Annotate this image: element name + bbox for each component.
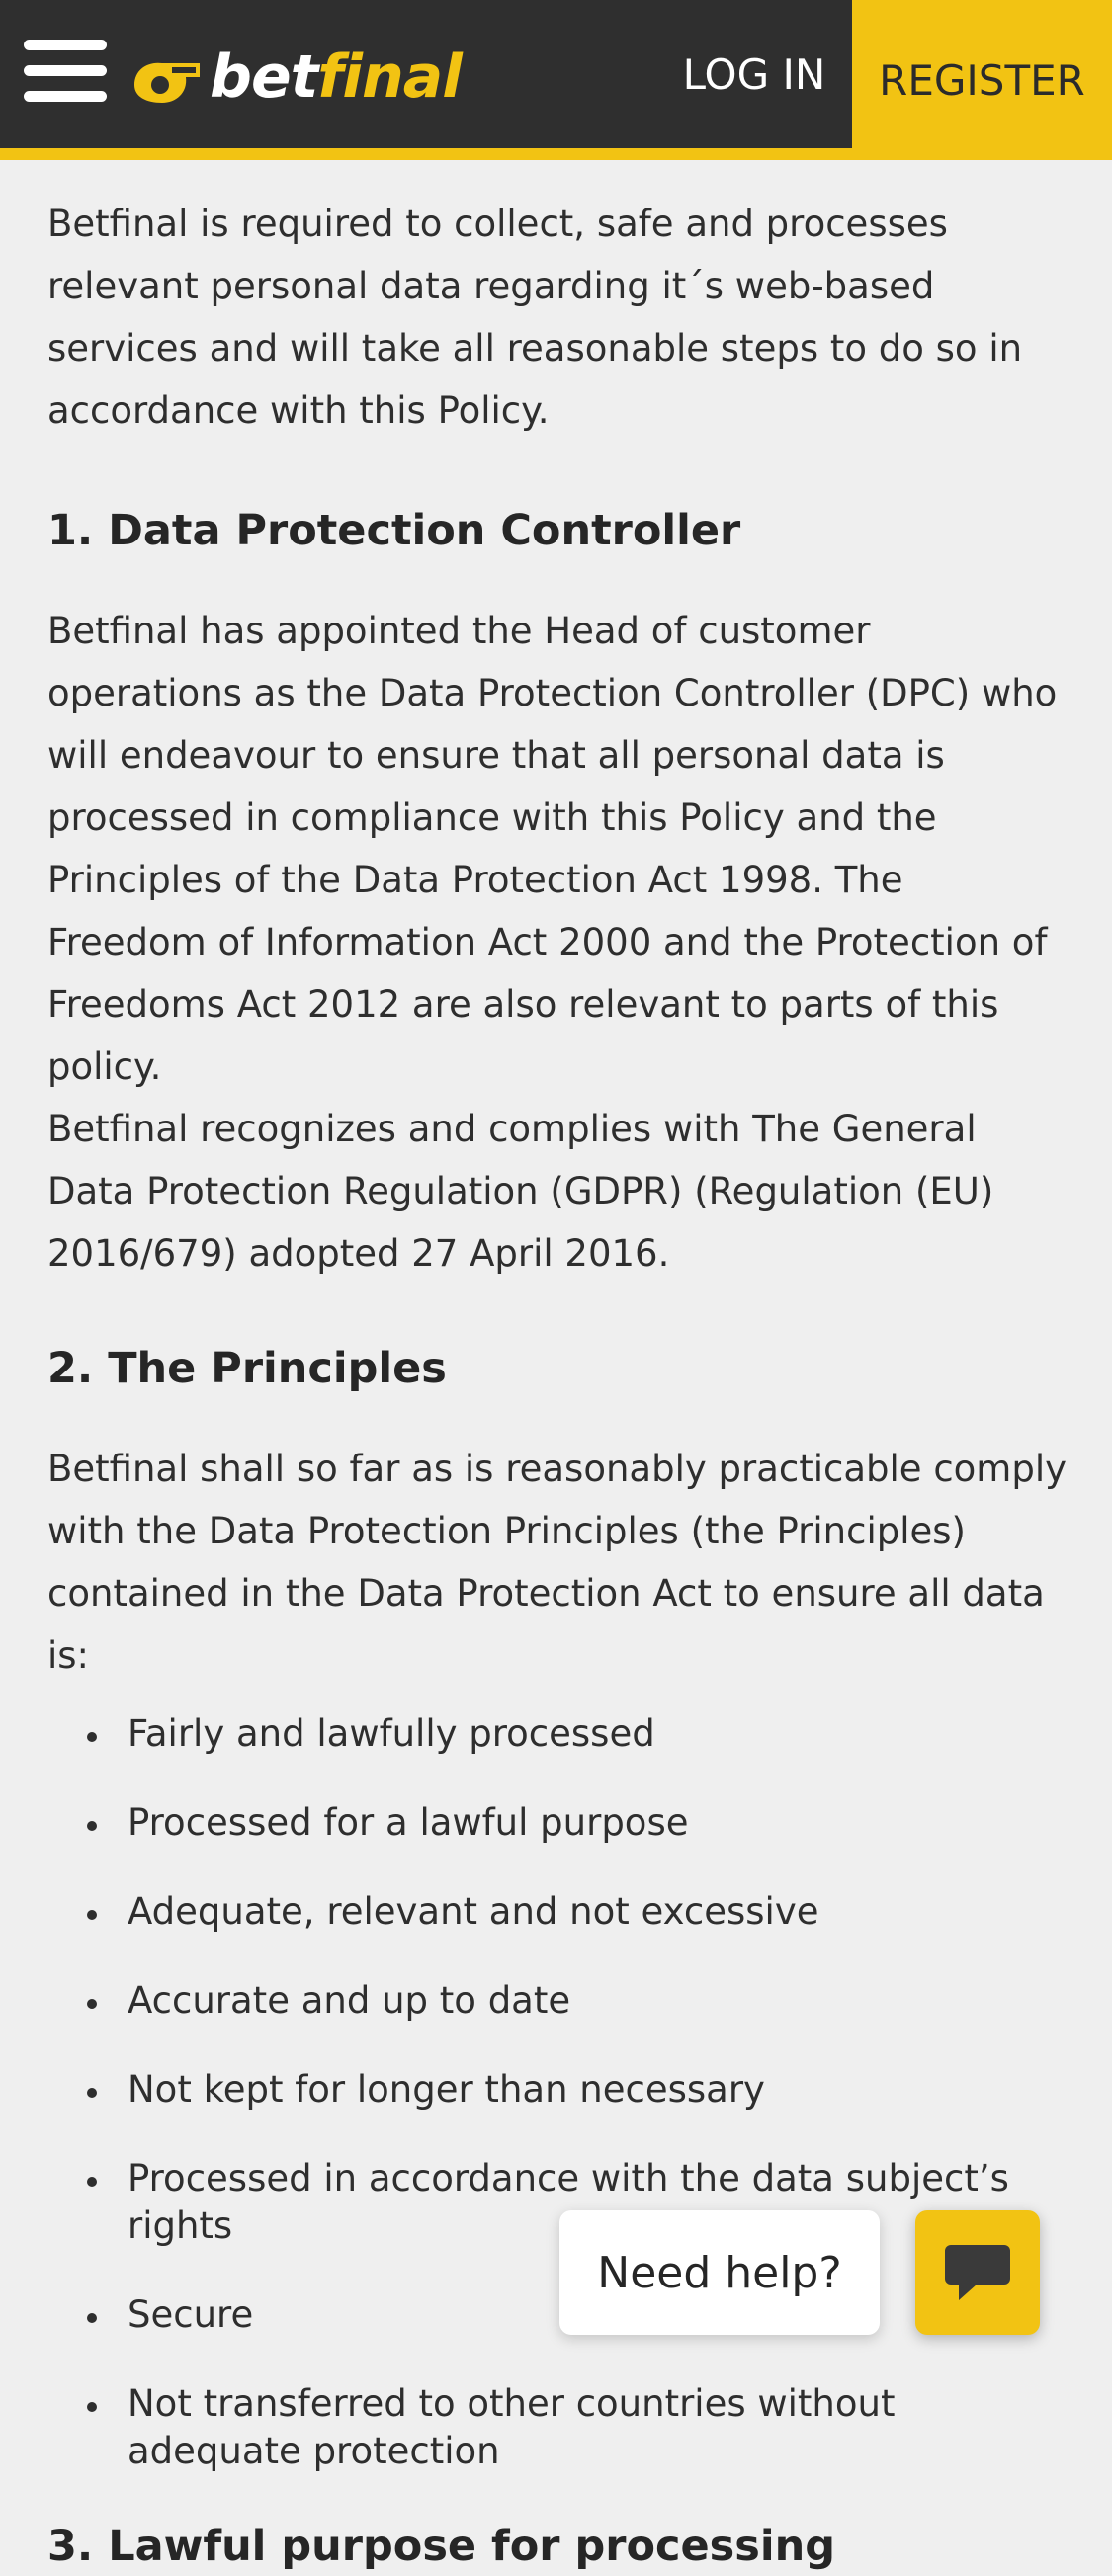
list-item: Secure — [47, 2291, 1068, 2339]
top-navigation-bar — [0, 0, 1112, 148]
betfinal-logo[interactable] — [128, 38, 462, 117]
section-heading-1: 1. Data Protection Controller — [47, 506, 741, 555]
section-1-gdpr-paragraph: Betfinal recognizes and complies with The General Data Protection Regulation (GDPR) (Regulation (EU) 2016/679) adopted 27 April 2016. — [47, 1108, 994, 1275]
list-item: Processed for a lawful purpose — [47, 1799, 1068, 1847]
list-item: Processed in accordance with the data subject’s rights — [47, 2155, 1068, 2250]
logo-bet: bet — [210, 42, 318, 112]
section-heading-2: 2. The Principles — [47, 1344, 447, 1393]
login-button[interactable]: LOG IN — [682, 49, 826, 99]
chat-icon — [943, 2241, 1012, 2304]
principles-list — [47, 1710, 1068, 2475]
hamburger-menu-icon[interactable] — [24, 40, 107, 103]
need-help-bubble[interactable]: Need help? — [559, 2210, 880, 2335]
section-1-paragraph: Betfinal has appointed the Head of customer operations as the Data Protection Controller (DPC) who will endeavour to ensure that all personal data is processed in compliance with this Policy and the Principles of the Data Protection Act 1998. The Freedom of Information Act 2000 and the Protection of Freedoms Act 2012 are also relevant to parts of this policy. — [47, 610, 1058, 1088]
list-item: Adequate, relevant and not excessive — [47, 1888, 1068, 1936]
list-item: Fairly and lawfully processed — [47, 1710, 1068, 1758]
intro-paragraph: Betfinal is required to collect, safe and processes relevant personal data regarding it´s web-based services and will take all reasonable steps to do so in accordance with this Policy. — [47, 203, 1023, 432]
section-heading-3: 3. Lawful purpose for processing — [47, 2522, 835, 2571]
list-item: Not kept for longer than necessary — [47, 2066, 1068, 2114]
logo-final: final — [317, 42, 462, 112]
list-item: Accurate and up to date — [47, 1977, 1068, 2025]
chat-button[interactable] — [915, 2210, 1040, 2335]
whistle-icon — [128, 47, 206, 107]
policy-content — [47, 193, 1068, 2576]
section-2-paragraph: Betfinal shall so far as is reasonably practicable comply with the Data Protection Principles (the Principles) contained in the Data Protection Act to ensure all data is: — [47, 1448, 1068, 1677]
register-button[interactable]: REGISTER — [852, 0, 1112, 160]
logo-wordmark — [210, 42, 462, 112]
list-item: Not transferred to other countries without adequate protection — [47, 2380, 1068, 2475]
header-accent-stripe — [0, 148, 1112, 160]
